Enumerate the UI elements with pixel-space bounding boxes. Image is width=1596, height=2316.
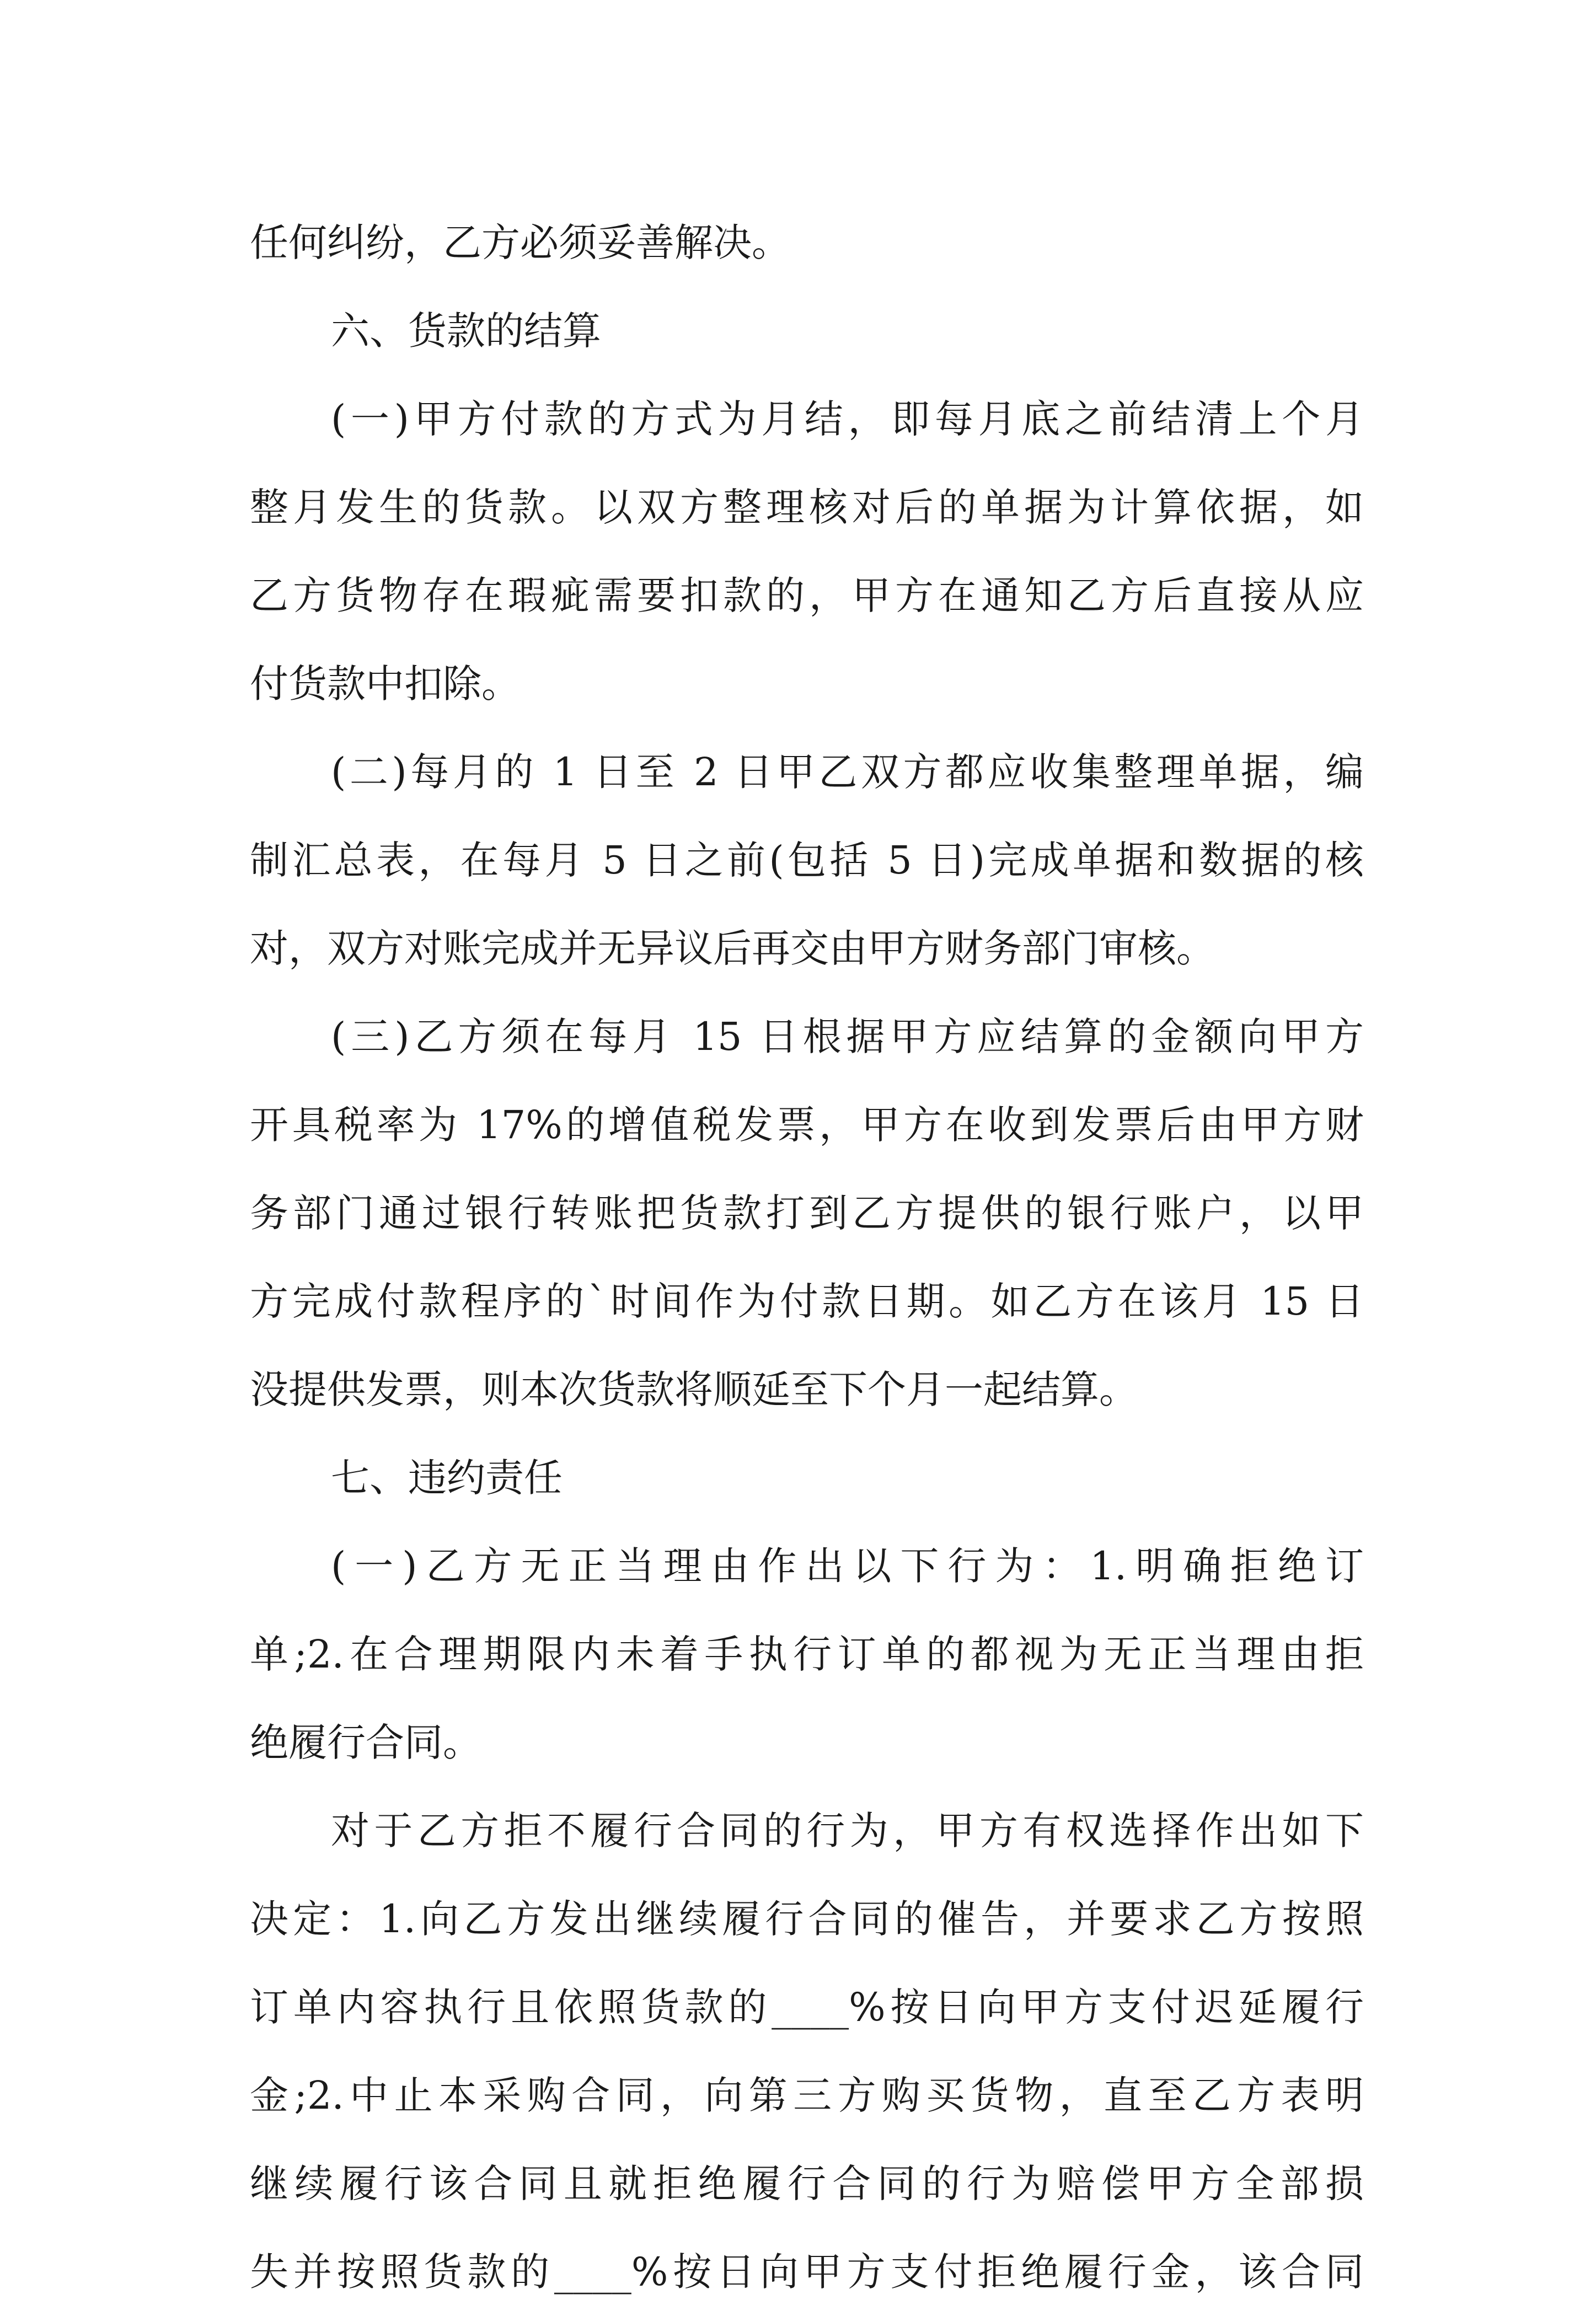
- paragraph-line: 方完成付款程序的`时间作为付款日期。如乙方在该月 15 日: [250, 1279, 1364, 1324]
- paragraph-line: 乙方货物存在瑕疵需要扣款的，甲方在通知乙方后直接从应: [250, 573, 1364, 618]
- paragraph-line: 继续履行该合同且就拒绝履行合同的行为赔偿甲方全部损: [250, 2161, 1364, 2206]
- paragraph-line: 务部门通过银行转账把货款打到乙方提供的银行账户，以甲: [250, 1191, 1364, 1236]
- paragraph-line: (一)甲方付款的方式为月结，即每月底之前结清上个月: [331, 396, 1364, 442]
- paragraph-line: (二)每月的 1 日至 2 日甲乙双方都应收集整理单据，编: [331, 749, 1364, 795]
- paragraph-line: 付货款中扣除。: [250, 661, 520, 706]
- paragraph-line: 对于乙方拒不履行合同的行为，甲方有权选择作出如下: [331, 1808, 1364, 1853]
- paragraph-line: 金;2.中止本采购合同，向第三方购买货物，直至乙方表明: [250, 2073, 1364, 2118]
- paragraph-line: (三)乙方须在每月 15 日根据甲方应结算的金额向甲方: [331, 1014, 1364, 1059]
- paragraph-line: 绝履行合同。: [250, 1720, 481, 1765]
- section-heading: 七、违约责任: [331, 1455, 563, 1500]
- paragraph-line: 订单内容执行且依照货款的____%按日向甲方支付迟延履行: [250, 1985, 1364, 2030]
- section-heading: 六、货款的结算: [331, 308, 601, 353]
- paragraph-line: 失并按照货款的____%按日向甲方支付拒绝履行金，该合同: [250, 2249, 1364, 2294]
- paragraph-line: 决定：1.向乙方发出继续履行合同的催告，并要求乙方按照: [250, 1896, 1364, 1942]
- paragraph-line: 制汇总表，在每月 5 日之前(包括 5 日)完成单据和数据的核: [250, 838, 1364, 883]
- paragraph-line: 对，双方对账完成并无异议后再交由甲方财务部门审核。: [250, 926, 1215, 971]
- paragraph-line: 单;2.在合理期限内未着手执行订单的都视为无正当理由拒: [250, 1632, 1364, 1677]
- paragraph-line: 没提供发票，则本次货款将顺延至下个月一起结算。: [250, 1367, 1138, 1412]
- paragraph-line: (一)乙方无正当理由作出以下行为：1.明确拒绝订: [331, 1543, 1364, 1589]
- paragraph-line: 开具税率为 17%的增值税发票，甲方在收到发票后由甲方财: [250, 1102, 1364, 1148]
- paragraph-line: 任何纠纷，乙方必须妥善解决。: [250, 220, 790, 265]
- paragraph-line: 整月发生的货款。以双方整理核对后的单据为计算依据，如: [250, 485, 1364, 530]
